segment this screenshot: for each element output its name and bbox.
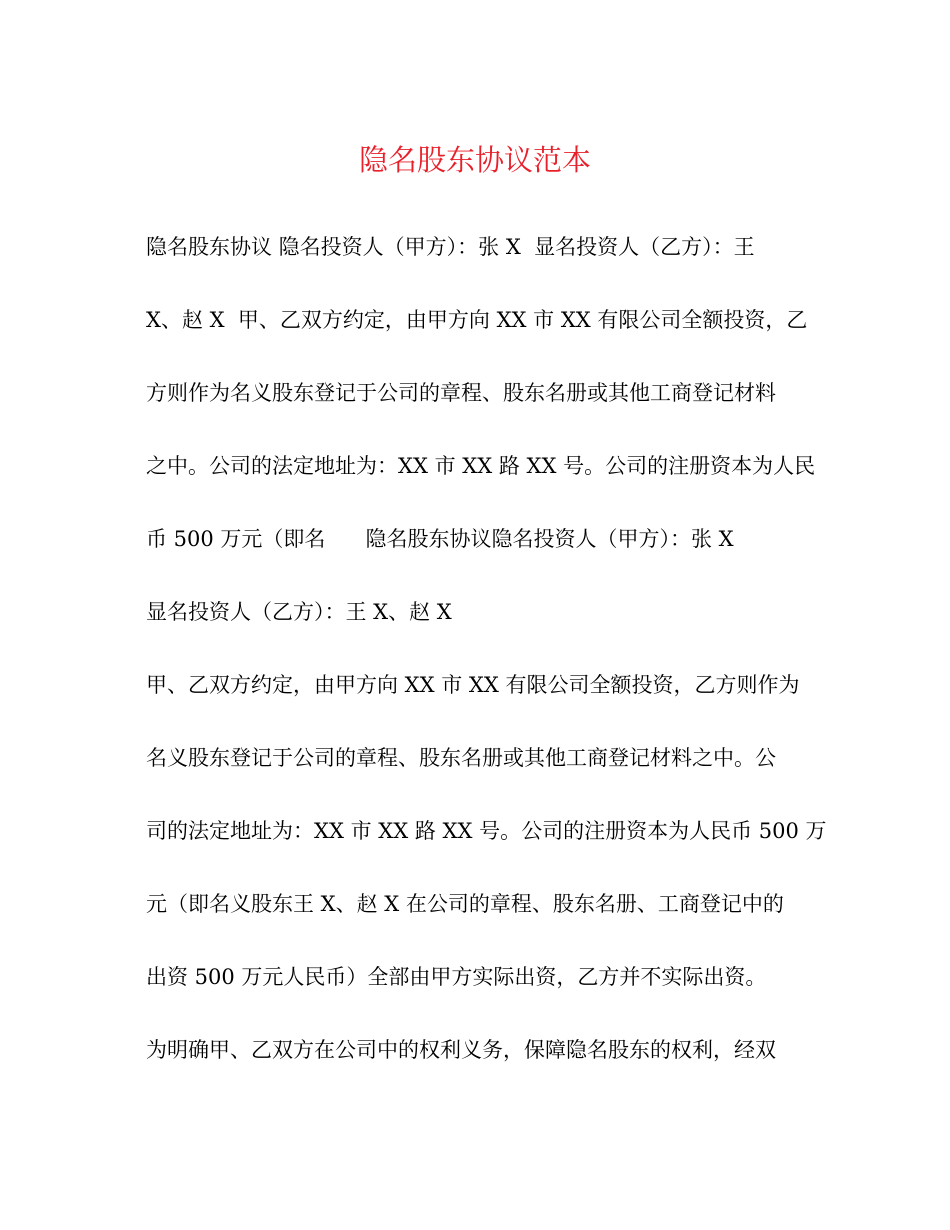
body-line: X、赵 X 甲、乙双方约定，由甲方向 XX 市 XX 有限公司全额投资，乙 (146, 308, 808, 332)
body-line: 显名投资人（乙方）：王 X、赵 X (146, 600, 452, 624)
body-line: 币 500 万元（即名 隐名股东协议隐名投资人（甲方）：张 X (146, 527, 734, 551)
body-line: 名义股东登记于公司的章程、股东名册或其他工商登记材料之中。公 (146, 746, 776, 770)
body-line: 元（即名义股东王 X、赵 X 在公司的章程、股东名册、工商登记中的 (146, 892, 784, 916)
document-title: 隐名股东协议范本 (358, 143, 591, 177)
body-line: 之中。公司的法定地址为：XX 市 XX 路 XX 号。公司的注册资本为人民 (146, 454, 816, 478)
body-line: 出资 500 万元人民币）全部由甲方实际出资，乙方并不实际出资。 (146, 965, 767, 989)
body-line: 甲、乙双方约定，由甲方向 XX 市 XX 有限公司全额投资，乙方则作为 (146, 673, 800, 697)
body-line: 隐名股东协议 隐名投资人（甲方）：张 X 显名投资人（乙方）：王 (146, 235, 755, 259)
body-line: 司的法定地址为：XX 市 XX 路 XX 号。公司的注册资本为人民币 500 万 (146, 819, 827, 843)
body-line: 方则作为名义股东登记于公司的章程、股东名册或其他工商登记材料 (146, 381, 776, 405)
body-line: 为明确甲、乙双方在公司中的权利义务，保障隐名股东的权利，经双 (146, 1038, 776, 1062)
